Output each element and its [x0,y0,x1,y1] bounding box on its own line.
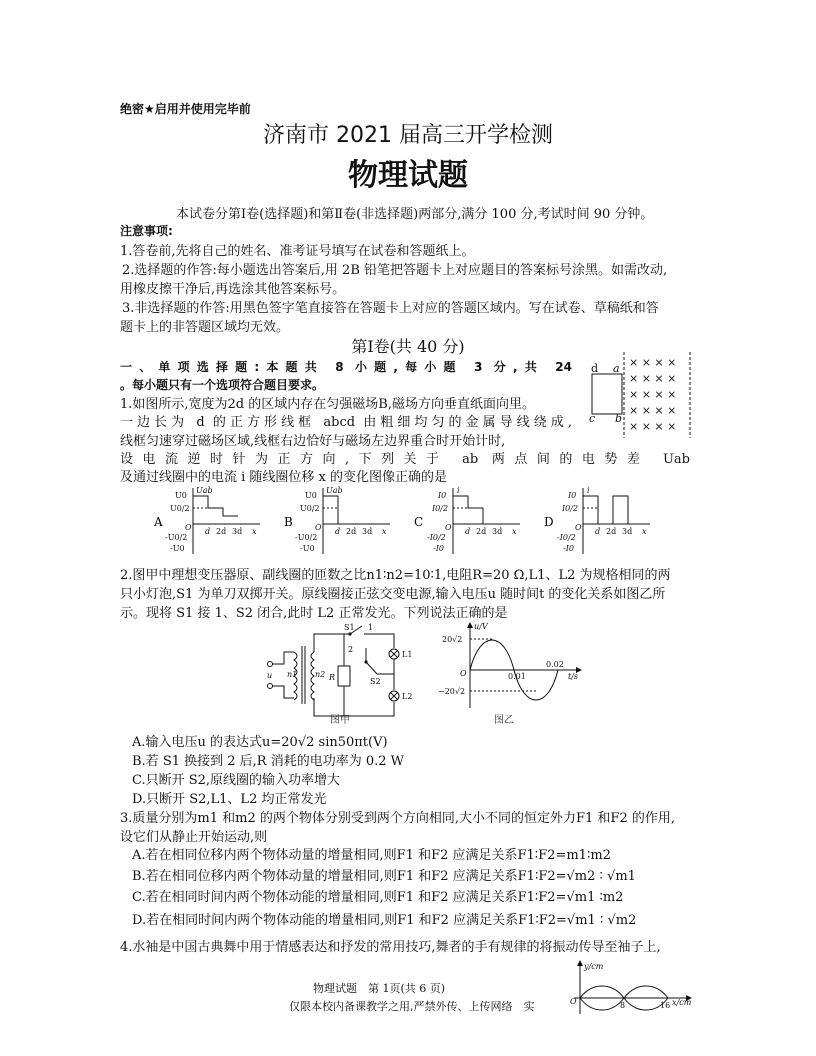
option-b-y1: U0/2 [300,504,320,513]
q3-line-1: 3.质量分别为m1 和m2 的两个物体分别受到两个方向相同,大小不同的恒定外力F1 和F2 的作用, [120,811,675,826]
q1-field-figure [582,350,698,442]
q1-option-graphs [148,484,718,556]
subject-title: 物理试题 [348,158,468,193]
option-a-y0: U0 [175,491,187,500]
option-d-y0: I0 [568,491,577,500]
option-d-letter: D [544,515,554,529]
option-b-xaxis: x [382,527,387,536]
q2-voltage-graph [436,620,586,710]
graph-ymax: 20√2 [442,635,463,644]
q1-fig-label-c: c [589,412,596,425]
label-n1: n1 [287,670,298,679]
option-c-x0: d [465,527,471,536]
option-b-y0: U0 [305,491,317,500]
footer-notice: 仅限本校内备课教学之用,严禁外传、上传网络 实 [289,1000,535,1013]
label-1: 1 [368,623,374,632]
svg-text:× × × ×: × × × × [629,372,677,385]
q2-line-3: 示。现将 S1 接 1、S2 闭合,此时 L2 正常发光。下列说法正确的是 [120,606,508,621]
q1-option-a-graph [148,484,266,556]
q1-line-3: 线框匀速穿过磁场区域,线框右边恰好与磁场左边界重合时开始计时, [120,434,506,449]
option-c-x1: 2d [476,527,487,536]
q3-option-c: C.若在相同时间内两个物体动能的增量相同,则F1 和F2 应满足关系F1∶F2=√m1 ∶m2 [132,890,624,905]
label-l1: L1 [402,650,413,659]
option-b-y2: -U0/2 [295,533,318,542]
q2-line-2: 只小灯泡,S1 为单刀双掷开关。原线圈接正弦交变电源,输入电压u 随时间t 的变化关系如图乙所 [120,587,666,602]
q1-fig-label-d: d [591,362,599,375]
label-r: R [329,673,336,682]
option-d-x1: 2d [606,527,617,536]
option-d-y1: I0/2 [562,504,579,513]
option-c-yaxis: i [457,486,460,495]
q4-line-1: 4.水袖是中国古典舞中用于情感表达和抒发的常用技巧,舞者的手有规律的将振动传导至袖子上, [120,940,661,955]
option-c-origin: O [445,523,452,532]
graph-ymin: −20√2 [438,687,466,696]
q1-option-d-graph [538,484,656,556]
circuit-caption: 图甲 [330,715,350,726]
option-a-y3: -U0 [170,544,185,553]
option-b-x0: d [335,527,341,536]
graph-x2: 0.02 [546,660,564,669]
option-b-x1: 2d [346,527,357,536]
option-d-x0: d [595,527,601,536]
q1-line-5: 及通过线圈中的电流 i 随线圈位移 x 的变化图像正确的是 [120,470,448,485]
option-c-letter: C [414,515,424,529]
graph-yaxis: u/V [474,622,488,631]
q1-option-b-graph [278,484,396,556]
option-c-x2: 3d [492,527,503,536]
option-c-y0: I0 [438,491,447,500]
wave-yaxis: y/cm [584,962,604,971]
option-b-y3: -U0 [300,544,315,553]
q2-line-1: 2.图甲中理想变压器原、副线圈的匝数之比n1∶n2=10∶1,电阻R=20 Ω,L1、L2 为规格相同的两 [120,568,671,583]
option-d-xaxis: x [642,527,647,536]
secret-label: 绝密★启用并使用完毕前 [120,102,251,116]
q1-line-1: 1.如图所示,宽度为2d 的区域内存在匀强磁场B,磁场方向垂直纸面向里。 [120,397,535,412]
option-a-letter: A [154,515,163,529]
option-a-x2: 3d [232,527,243,536]
q2-option-d: D.只断开 S2,L1、L2 均正常发光 [132,792,327,807]
option-b-origin: O [315,523,322,532]
label-2: 2 [348,645,354,654]
option-d-origin: O [575,523,582,532]
q1-line-4: 设电流逆时针为正方向,下列关于 ab 两点间的电势差 Uab [120,452,690,467]
option-a-origin: O [185,523,192,532]
q3-option-a: A.若在相同位移内两个物体动量的增量相同,则F1 和F2 应满足关系F1∶F2=m1∶m2 [132,848,611,863]
q1-fig-label-a: a [613,362,620,375]
q1-fig-label-b: b [615,412,623,425]
q2-option-a: A.输入电压u 的表达式u=20√2 sin50πt(V) [132,735,388,750]
q3-line-2: 设它们从静止开始运动,则 [120,830,268,845]
option-d-y2: -I0/2 [557,533,576,542]
option-c-y3: -I0 [433,544,444,553]
note-3-cont: 题卡上的非答题区域均无效。 [120,320,290,335]
wave-x1: 8 [620,1001,626,1010]
label-s2: S2 [370,677,381,686]
option-a-x1: 2d [216,527,227,536]
option-b-x2: 3d [362,527,373,536]
note-1: 1.答卷前,先将自己的姓名、准考证号填写在试卷和答题纸上。 [120,244,475,259]
option-c-xaxis: x [512,527,517,536]
graph-caption: 图乙 [494,715,514,726]
q1-option-c-graph [408,484,526,556]
option-d-yaxis: i [587,486,590,495]
option-d-y3: -I0 [563,544,574,553]
option-a-x0: d [205,527,211,536]
q4-wave-figure [560,958,700,1016]
wave-xaxis: x/cm [672,998,692,1007]
graph-xaxis: t/s [568,672,579,681]
section1-heading: 一、单项选择题:本题共 8 小题,每小题 3 分,共 24 [120,360,572,374]
wave-x2: 16 [660,1001,671,1010]
svg-text:× × × ×: × × × × [629,356,677,369]
note-3: 3.非选择题的作答:用黑色签字笔直接答在答题卡上对应的答题区域内。写在试卷、草稿纸和答 [122,301,659,316]
intro-text: 本试卷分第Ⅰ卷(选择题)和第Ⅱ卷(非选择题)两部分,满分 100 分,考试时间 90 分钟。 [176,207,654,222]
part1-title: 第Ⅰ卷(共 40 分) [351,337,465,356]
label-s1: S1 [344,623,355,632]
note-2-cont: 用橡皮擦干净后,再选涂其他答案标号。 [120,282,346,297]
svg-text:× × × ×: × × × × [629,404,677,417]
option-b-letter: B [284,515,293,529]
q2-option-c: C.只断开 S2,原线圈的输入功率增大 [132,773,341,788]
option-a-y1: U0/2 [170,504,190,513]
label-n2: n2 [315,670,326,679]
page-footer: 物理试题 第 1页(共 6 页) [313,982,446,995]
exam-title: 济南市 2021 届高三开学检测 [263,123,553,148]
option-d-x2: 3d [622,527,633,536]
q2-option-b: B.若 S1 换接到 2 后,R 消耗的电功率为 0.2 W [132,754,405,769]
graph-x1: 0.01 [508,672,526,681]
svg-text:× × × ×: × × × × [629,420,677,433]
notes-title: 注意事项: [120,224,173,238]
q1-line-2: 一边长为 d 的正方形线框 abcd 由粗细均匀的金属导线绕成, [120,415,572,430]
label-l2: L2 [402,692,413,701]
option-c-y1: I0/2 [432,504,449,513]
option-c-y2: -I0/2 [427,533,446,542]
option-a-y2: -U0/2 [165,533,188,542]
q3-option-d: D.若在相同时间内两个物体动能的增量相同,则F1 和F2 应满足关系F1∶F2=√m1 ∶ √m2 [132,913,637,928]
note-2: 2.选择题的作答:每小题选出答案后,用 2B 铅笔把答题卡上对应题目的答案标号涂黑。如需改动, [122,263,668,278]
option-a-yaxis: Uab [196,486,213,495]
graph-origin: O [460,669,467,678]
label-u: u [267,671,273,680]
svg-text:× × × ×: × × × × [629,388,677,401]
wave-origin: O [570,997,577,1006]
option-b-yaxis: Uab [326,486,343,495]
section1-heading-cont: 。每小题只有一个选项符合题目要求。 [120,378,325,392]
magnetic-field-crosses [629,356,676,433]
option-a-xaxis: x [252,527,257,536]
q3-option-b: B.若在相同位移内两个物体动量的增量相同,则F1 和F2 应满足关系F1∶F2=√m2 ∶ √m1 [132,869,636,884]
